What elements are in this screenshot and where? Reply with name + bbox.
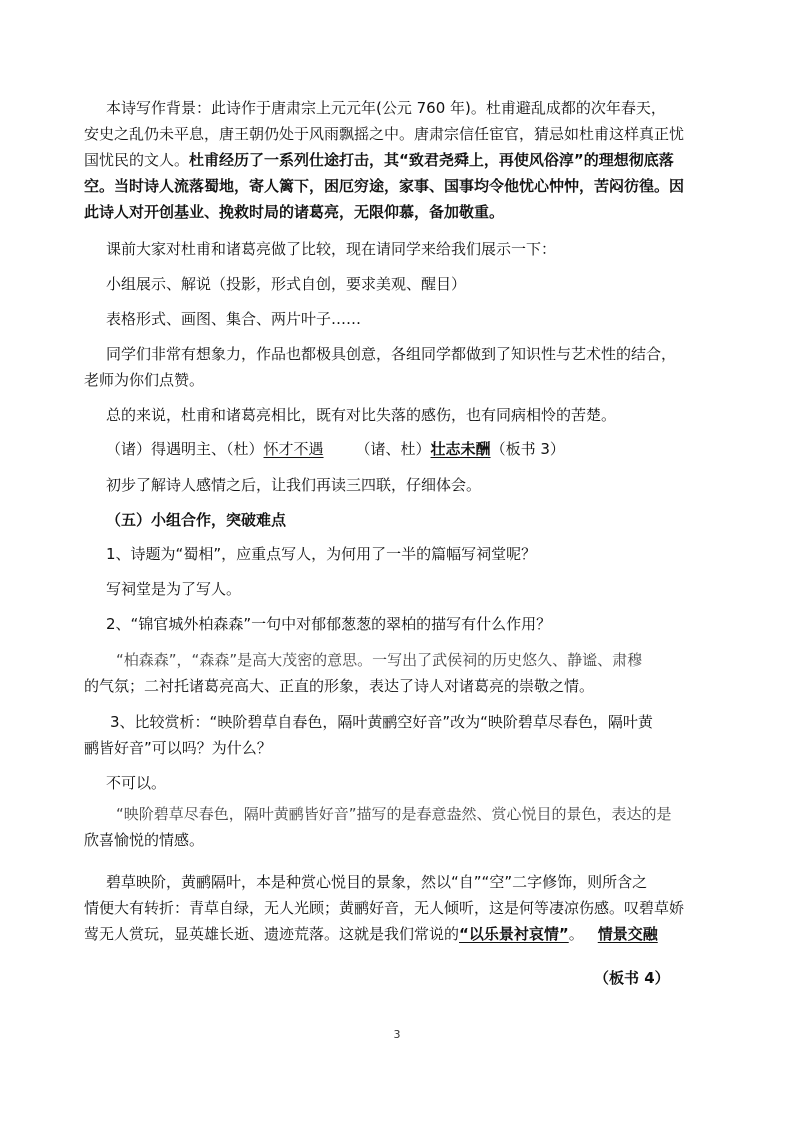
- background-line-2: 安史之乱仍未平息，唐王朝仍处于风雨飘摇之中。唐肃宗信任宦官，猜忌如杜甫这样真正忧: [84, 125, 685, 143]
- background-line-5: 此诗人对开创基业、挽救时局的诸葛亮，无限仰慕，备加敬重。: [84, 203, 505, 221]
- answer-2-line-1: “柏森森”，“森森”是高大茂密的意思。一写出了武侯祠的历史悠久、静谧、肃穆: [116, 651, 643, 669]
- analysis-line-2: 情便大有转折：青草自绿，无人光顾；黄鹂好音，无人倾听，这是何等凄凉伤感。叹碧草娇: [84, 899, 685, 917]
- presentation-forms: 表格形式、画图、集合、两片叶子……: [106, 310, 362, 328]
- analysis-line-3-underline-2: 情景交融: [597, 925, 658, 943]
- board-4: （板书 4）: [594, 969, 670, 987]
- background-line-1: 本诗写作背景：此诗作于唐肃宗上元元年(公元 760 年)。杜甫避乱成都的次年春天，: [106, 99, 666, 117]
- section-5-title: （五）小组合作，突破难点: [106, 511, 287, 529]
- board-3: [106, 437, 706, 462]
- answer-3-explain-line-2: 欣喜愉悦的情感。: [84, 831, 205, 849]
- answer-2-line-2: 的气氛；二衬托诸葛亮高大、正直的形象，表达了诗人对诸葛亮的崇敬之情。: [84, 677, 595, 695]
- praise-line-1: 同学们非常有想象力，作品也都极具创意，各组同学都做到了知识性与艺术性的结合，: [106, 345, 677, 363]
- background-line-3-normal: 国忧民的文人。: [84, 151, 190, 169]
- question-2: 2、“锦官城外柏森森”一句中对郁郁葱葱的翠柏的描写有什么作用？: [106, 615, 552, 633]
- question-3-line-1: 3、比较赏析：“映阶碧草自春色，隔叶黄鹂空好音”改为“映阶碧草尽春色，隔叶黄: [110, 713, 653, 731]
- background-line-3: [84, 148, 684, 173]
- board-3-part-5: （板书 3）: [490, 440, 565, 458]
- answer-3-explain-line-1: “映阶碧草尽春色，隔叶黄鹂皆好音”描写的是春意盎然、赏心悦目的景色，表达的是: [116, 805, 672, 823]
- compare-intro: 课前大家对杜甫和诸葛亮做了比较，现在请同学来给我们展示一下：: [106, 240, 557, 258]
- group-show: 小组展示、解说（投影，形式自创，要求美观、醒目）: [106, 275, 467, 293]
- board-3-part-1: （诸）得遇明主、（杜）: [106, 440, 264, 458]
- analysis-line-3-underline-1: “以乐景衬哀情”: [459, 925, 569, 943]
- question-3-line-2: 鹂皆好音”可以吗？为什么？: [84, 739, 272, 757]
- board-3-part-4: 壮志未酬: [430, 440, 491, 458]
- board-3-part-2: 怀才不遇: [263, 440, 324, 458]
- analysis-line-3-mid: 。: [568, 925, 584, 943]
- background-line-4: 空。当时诗人流落蜀地，寄人篱下，困厄穷途，家事、国事均令他忧心忡忡，苦闷彷徨。因: [84, 177, 685, 195]
- analysis-line-3-normal: 莺无人赏玩，显英雄长逝、遗迹荒落。这就是我们常说的: [84, 925, 460, 943]
- reread: 初步了解诗人感情之后，让我们再读三四联，仔细体会。: [106, 476, 482, 494]
- background-line-3-bold: 杜甫经历了一系列仕途打击，其“致君尧舜上，再使风俗淳”的理想彻底落: [189, 151, 674, 169]
- analysis-line-3: [84, 922, 684, 947]
- page-number: 3: [393, 1028, 401, 1041]
- answer-1: 写祠堂是为了写人。: [106, 580, 242, 598]
- answer-3-short: 不可以。: [106, 774, 167, 792]
- board-3-part-3: （诸、杜）: [355, 440, 431, 458]
- praise-line-2: 老师为你们点赞。: [84, 371, 205, 389]
- summary: 总的来说，杜甫和诸葛亮相比，既有对比失落的感伤，也有同病相怜的苦楚。: [106, 406, 617, 424]
- question-1: 1、诗题为“蜀相”，应重点写人，为何用了一半的篇幅写祠堂呢？: [106, 545, 537, 563]
- analysis-line-1: 碧草映阶，黄鹂隔叶，本是种赏心悦目的景象，然以“自”“空”二字修饰，则所含之: [106, 873, 648, 891]
